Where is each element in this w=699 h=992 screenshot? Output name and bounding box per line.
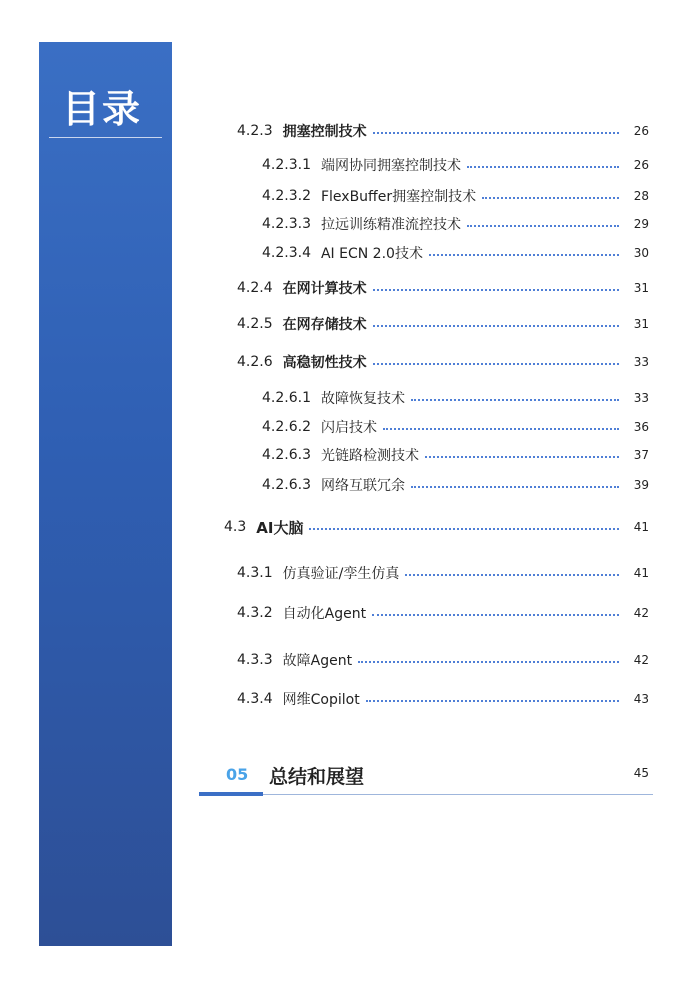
toc-entry-title: 网维Copilot <box>282 692 360 708</box>
toc-entry-page: 29 <box>633 217 649 231</box>
toc-entry[interactable] <box>237 277 649 299</box>
toc-entry-number: 4.3.4 <box>237 691 273 707</box>
toc-entry-number: 4.2.6 <box>237 354 273 370</box>
toc-entry-title: FlexBuffer拥塞控制技术 <box>320 189 477 205</box>
toc-entry[interactable] <box>262 154 649 176</box>
heading-divider <box>49 137 162 138</box>
toc-entry[interactable] <box>262 242 649 264</box>
toc-entry-number: 4.2.3.2 <box>262 188 311 204</box>
toc-entry[interactable] <box>237 688 649 710</box>
toc-entry-page: 26 <box>633 124 649 138</box>
dot-leader <box>373 363 619 365</box>
toc-entry[interactable] <box>237 313 649 335</box>
toc-entry-title: 光链路检测技术 <box>320 448 419 464</box>
toc-entry[interactable] <box>262 416 649 438</box>
toc-entry-page: 30 <box>633 246 649 260</box>
toc-entry-page: 26 <box>633 158 649 172</box>
toc-entry[interactable] <box>237 602 649 624</box>
dot-leader <box>358 661 619 663</box>
chapter-underline <box>199 794 653 795</box>
toc-entry-number: 4.2.6.3 <box>262 477 311 493</box>
dot-leader <box>467 225 619 227</box>
toc-entry-title: 故障恢复技术 <box>320 391 405 407</box>
toc-entry-title: 拉远训练精准流控技术 <box>320 217 461 233</box>
toc-entry-number: 4.2.6.3 <box>262 447 311 463</box>
toc-entry-number: 4.3.3 <box>237 652 273 668</box>
toc-entry-title: 网络互联冗余 <box>320 478 405 494</box>
chapter-underline-accent <box>199 792 263 796</box>
chapter-number: 05 <box>226 765 249 784</box>
toc-entry-number: 4.3.2 <box>237 605 273 621</box>
dot-leader <box>411 486 619 488</box>
toc-entry-number: 4.3.1 <box>237 565 273 581</box>
dot-leader <box>425 456 619 458</box>
toc-entry-title: 闪启技术 <box>320 420 377 436</box>
toc-entry[interactable] <box>237 562 649 584</box>
toc-entry-title: AI ECN 2.0技术 <box>320 246 423 262</box>
toc-entry-page: 31 <box>633 317 649 331</box>
toc-entry[interactable] <box>262 213 649 235</box>
dot-leader <box>373 289 619 291</box>
toc-entry-title: 故障Agent <box>282 653 353 669</box>
toc-entry-page: 36 <box>633 420 649 434</box>
toc-entry-title: 在网存储技术 <box>282 317 367 333</box>
chapter-page: 45 <box>633 766 649 780</box>
toc-entry-title: AI大脑 <box>256 518 304 537</box>
toc-entry-number: 4.2.3.4 <box>262 245 311 261</box>
toc-entry-page: 42 <box>633 606 649 620</box>
toc-entry-page: 41 <box>633 520 649 534</box>
toc-entry-page: 42 <box>633 653 649 667</box>
chapter-title: 总结和展望 <box>269 766 365 788</box>
dot-leader <box>383 428 619 430</box>
toc-entry-page: 43 <box>633 692 649 706</box>
toc-entry-title: 拥塞控制技术 <box>282 124 367 140</box>
toc-entry-number: 4.2.3.1 <box>262 157 311 173</box>
toc-entry-number: 4.3 <box>224 519 247 535</box>
dot-leader <box>411 399 619 401</box>
toc-entry-page: 39 <box>633 478 649 492</box>
toc-entry-number: 4.2.6.1 <box>262 390 311 406</box>
dot-leader <box>482 197 619 199</box>
toc-entry-title: 在网计算技术 <box>282 281 367 297</box>
toc-entry-page: 31 <box>633 281 649 295</box>
dot-leader <box>309 528 619 530</box>
dot-leader <box>405 574 619 576</box>
toc-entry-title: 端网协同拥塞控制技术 <box>320 158 461 174</box>
toc-entry-title: 自动化Agent <box>282 606 367 622</box>
toc-entry[interactable] <box>262 387 649 409</box>
toc-entry-title: 高稳韧性技术 <box>282 355 367 371</box>
sidebar-panel <box>39 42 172 946</box>
toc-entry[interactable] <box>237 120 649 142</box>
dot-leader <box>366 700 619 702</box>
toc-entry[interactable] <box>224 516 649 538</box>
toc-entry-page: 37 <box>633 448 649 462</box>
dot-leader <box>373 132 619 134</box>
toc-entry[interactable] <box>237 351 649 373</box>
toc-entry-number: 4.2.3 <box>237 123 273 139</box>
dot-leader <box>429 254 619 256</box>
toc-entry-page: 33 <box>633 355 649 369</box>
toc-entry-page: 41 <box>633 566 649 580</box>
toc-entry-number: 4.2.4 <box>237 280 273 296</box>
dot-leader <box>373 325 619 327</box>
toc-heading: 目录 <box>62 87 143 131</box>
toc-entry[interactable] <box>262 185 649 207</box>
conclusion-chapter-entry[interactable] <box>199 762 653 796</box>
toc-entry-page: 33 <box>633 391 649 405</box>
dot-leader <box>372 614 619 616</box>
toc-entry-title: 仿真验证/孪生仿真 <box>282 566 400 582</box>
toc-entry[interactable] <box>262 444 649 466</box>
toc-entry-number: 4.2.5 <box>237 316 273 332</box>
toc-entry[interactable] <box>262 474 649 496</box>
toc-entry-number: 4.2.3.3 <box>262 216 311 232</box>
toc-entry-number: 4.2.6.2 <box>262 419 311 435</box>
dot-leader <box>467 166 619 168</box>
toc-entry[interactable] <box>237 649 649 671</box>
toc-entry-page: 28 <box>633 189 649 203</box>
